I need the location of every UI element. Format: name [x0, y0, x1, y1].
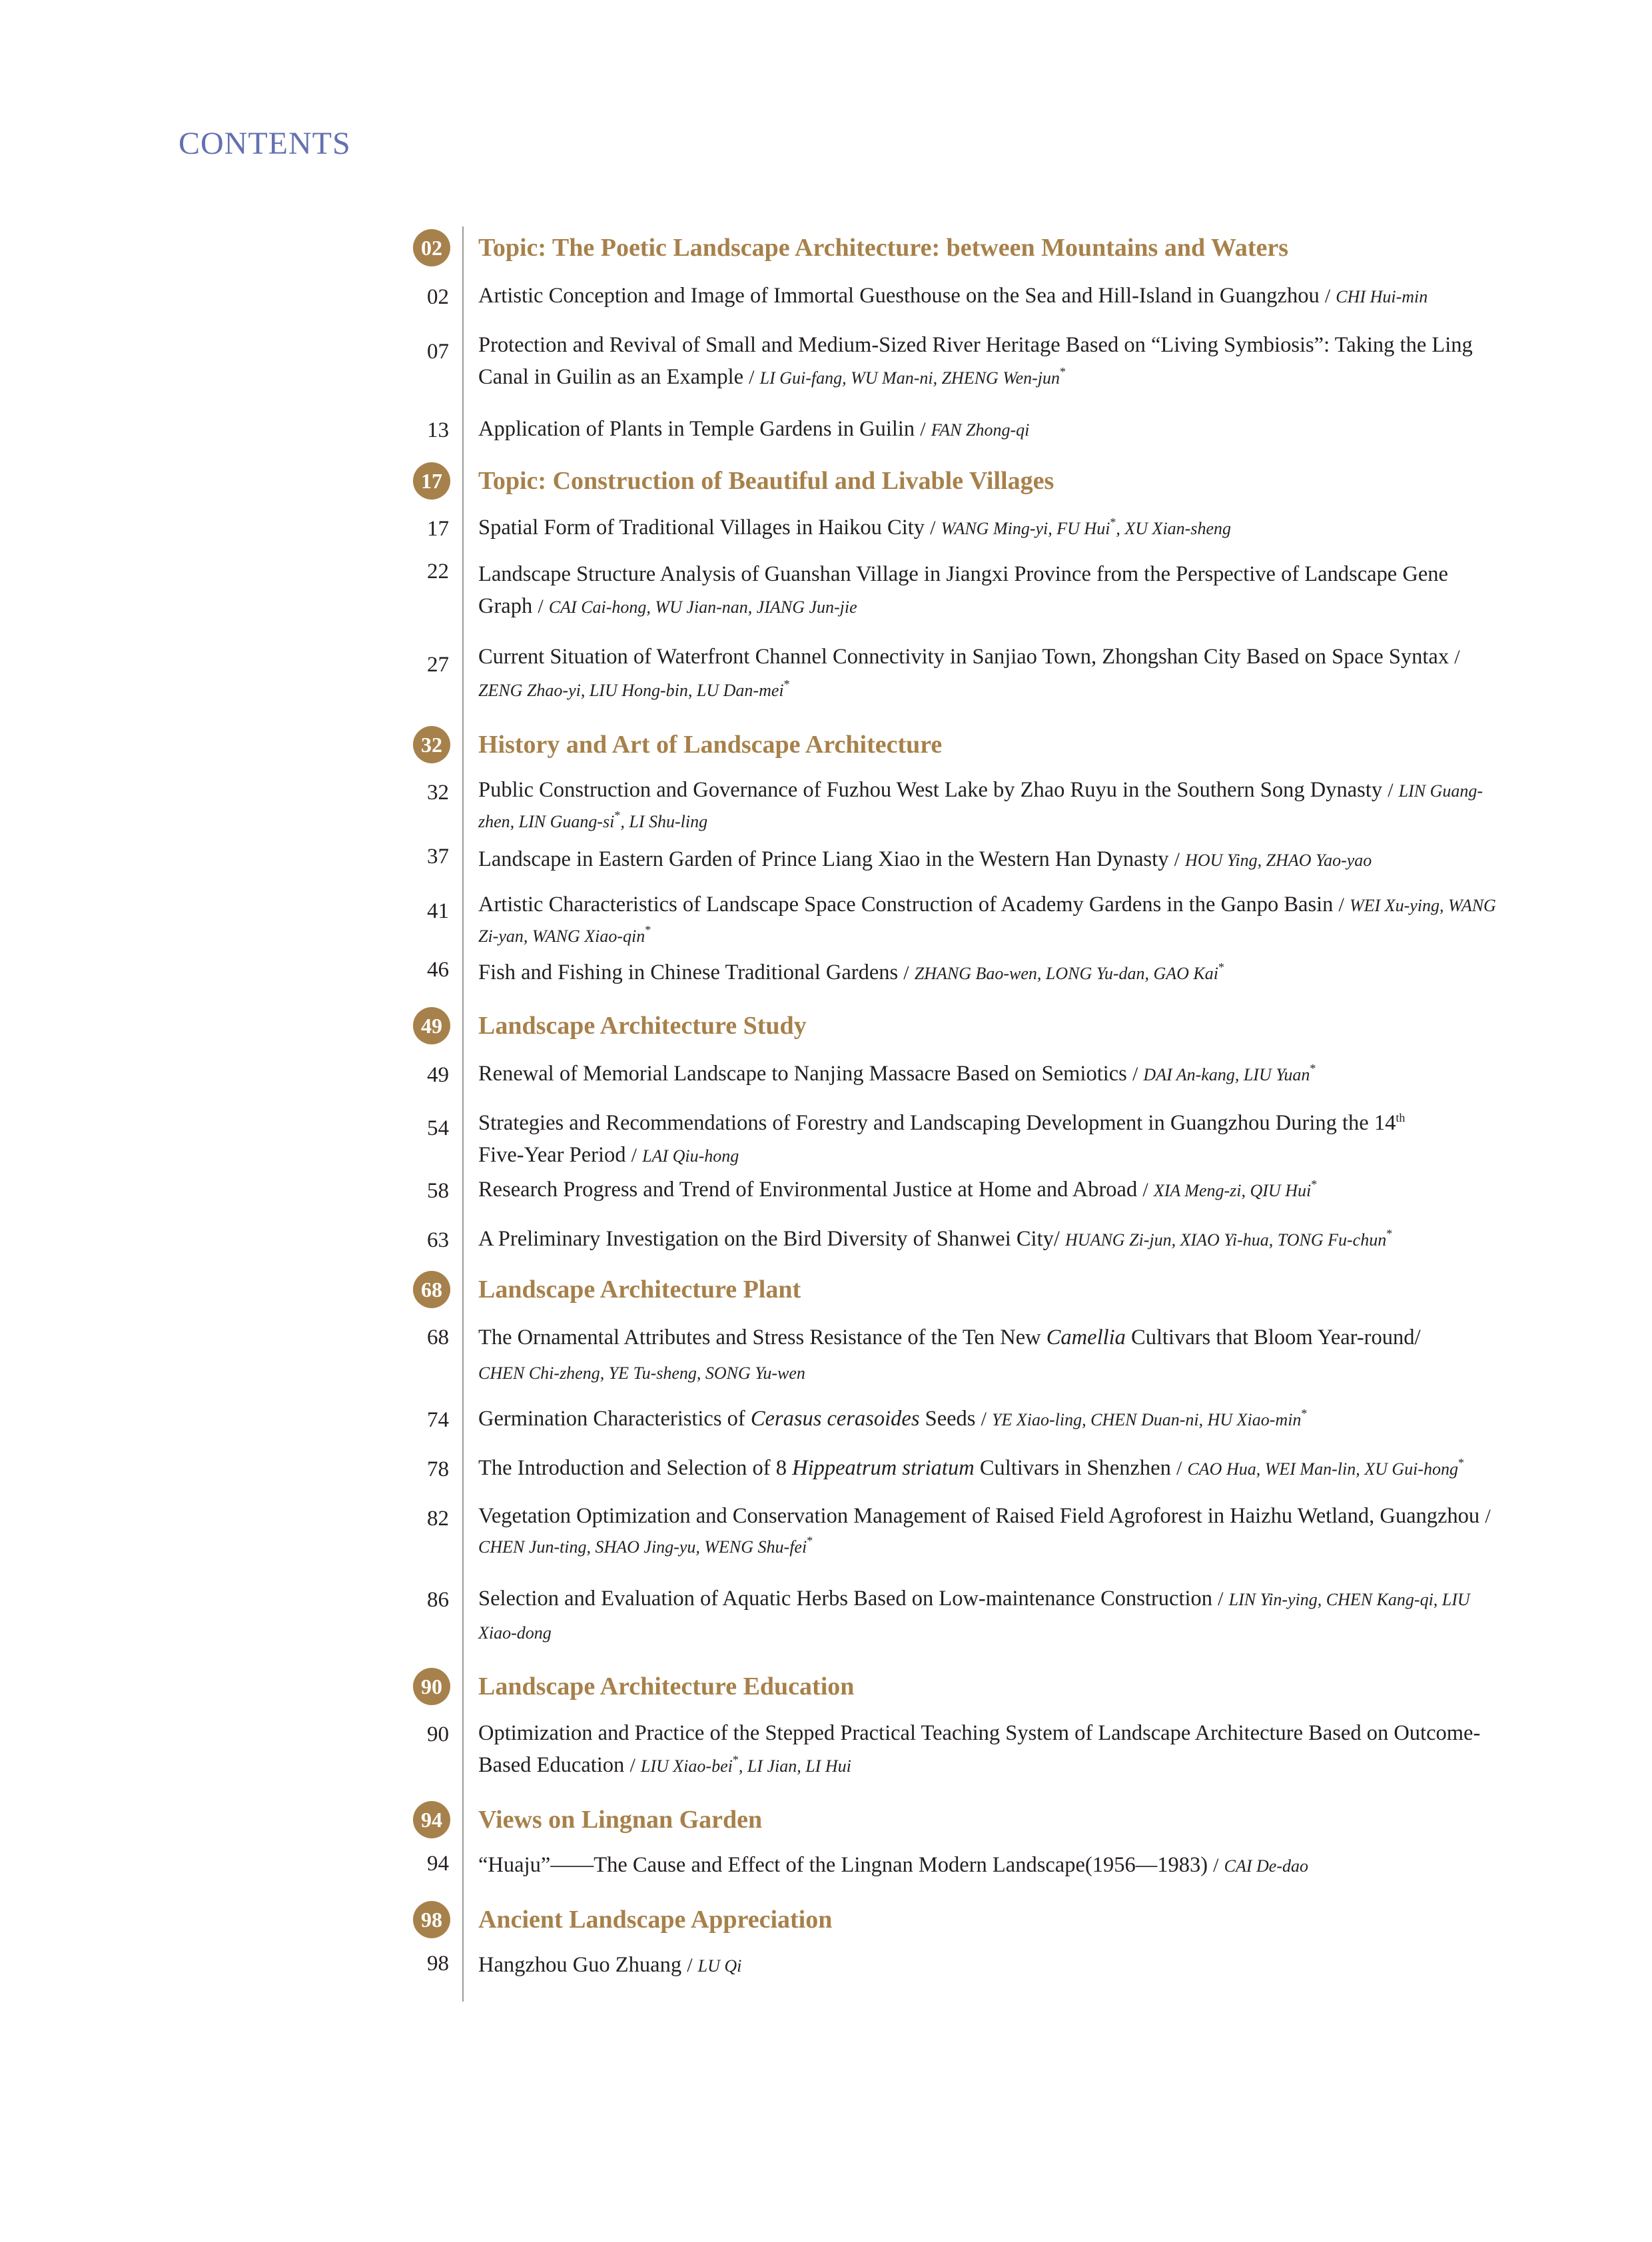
entry-authors: DAI An-kang, LIU Yuan — [1143, 1065, 1310, 1084]
entry-page-number: 02 — [427, 285, 449, 309]
section-title[interactable]: Ancient Landscape Appreciation — [478, 1906, 833, 1934]
entry-text: Fish and Fishing in Chinese Traditional Gardens / ZHANG Bao-wen, LONG Yu-dan, GAO Kai* — [478, 960, 1224, 984]
entry-page-number: 58 — [427, 1179, 449, 1203]
entry-title: Five-Year Period — [478, 1143, 626, 1167]
entry-title: Application of Plants in Temple Gardens in Guilin — [478, 417, 915, 441]
entry-title: The Ornamental Attributes and Stress Resistance of the Ten New — [478, 1325, 1046, 1349]
entry-title: Vegetation Optimization and Conservation Management of Raised Field Agroforest in Haizhu Wetland, Guangzhou — [478, 1504, 1480, 1528]
entry-page-number: 13 — [427, 418, 449, 442]
entry-page-number: 82 — [427, 1507, 449, 1531]
corresponding-author-mark: * — [1218, 960, 1224, 974]
section-title[interactable]: Topic: The Poetic Landscape Architecture: between Mountains and Waters — [478, 234, 1288, 262]
section-page-badge: 90 — [413, 1668, 450, 1705]
section-page-badge: 02 — [413, 229, 450, 266]
entry-authors: CHEN Chi-zheng, YE Tu-sheng, SONG Yu-wen — [478, 1363, 805, 1383]
entry-authors: , XU Xian-sheng — [1116, 519, 1232, 538]
corresponding-author-mark: * — [645, 923, 651, 937]
entry-text: Germination Characteristics of Cerasus cerasoides Seeds / YE Xiao-ling, CHEN Duan-ni, HU Xiao-min* — [478, 1407, 1308, 1431]
entry-page-number: 98 — [427, 1952, 449, 1976]
entry-title: Landscape Structure Analysis of Guanshan Village in Jiangxi Province from the Perspective of Landscape Gene Graph — [478, 562, 1448, 618]
corresponding-author-mark: * — [1110, 516, 1116, 530]
entry-authors: ZENG Zhao-yi, LIU Hong-bin, LU Dan-mei — [478, 681, 784, 700]
entry-title: Current Situation of Waterfront Channel Connectivity in Sanjiao Town, Zhongshan City Based on Space Syntax — [478, 645, 1449, 669]
entry-title: Artistic Characteristics of Landscape Space Construction of Academy Gardens in the Ganpo Basin — [478, 893, 1334, 917]
species-name: Camellia — [1046, 1325, 1126, 1349]
entry-page-number: 37 — [427, 845, 449, 869]
corresponding-author-mark: * — [732, 1753, 739, 1767]
entry-text: Hangzhou Guo Zhuang / LU Qi — [478, 1953, 742, 1977]
entry-text: Artistic Characteristics of Landscape Space Construction of Academy Gardens in the Ganpo Basin / WEI Xu-ying, WANG Zi-yan, WANG Xiao-qin* — [478, 893, 1496, 946]
entry-text: Selection and Evaluation of Aquatic Herbs Based on Low-maintenance Construction / LIN Yin-ying, CHEN Kang-qi, LIU Xiao-dong — [478, 1587, 1470, 1643]
entry-authors: HUANG Zi-jun, XIAO Yi-hua, TONG Fu-chun — [1065, 1230, 1387, 1250]
entry-page-number: 86 — [427, 1588, 449, 1612]
entry-page-number: 07 — [427, 340, 449, 364]
entry-page-number: 63 — [427, 1228, 449, 1252]
corresponding-author-mark: * — [1311, 1178, 1318, 1192]
entry-title: The Introduction and Selection of 8 — [478, 1456, 793, 1480]
corresponding-author-mark: * — [1386, 1227, 1393, 1241]
entry-text — [478, 1320, 1504, 1391]
section-page-badge: 94 — [413, 1801, 450, 1838]
entry-text: Landscape in Eastern Garden of Prince Liang Xiao in the Western Han Dynasty / HOU Ying, ZHAO Yao-yao — [478, 847, 1372, 871]
entry-page-number: 22 — [427, 560, 449, 583]
section-title[interactable]: Landscape Architecture Study — [478, 1012, 807, 1040]
entry-title: Cultivars in Shenzhen — [974, 1456, 1171, 1480]
species-name: Hippeatrum striatum — [792, 1456, 975, 1480]
corresponding-author-mark: * — [1458, 1456, 1465, 1470]
entry-text: Optimization and Practice of the Stepped Practical Teaching System of Landscape Architecture Based on Outcome-Based Education / LIU Xiao-bei*, LI Jian, LI Hui — [478, 1721, 1481, 1777]
entry-title: Fish and Fishing in Chinese Traditional Gardens — [478, 960, 899, 984]
entry-text: Vegetation Optimization and Conservation Management of Raised Field Agroforest in Haizhu Wetland, Guangzhou / CHEN Jun-ting, SHAO Jing-yu, WENG Shu-fei* — [478, 1504, 1491, 1557]
entry-title: Germination Characteristics of — [478, 1407, 751, 1431]
entry-page-number: 17 — [427, 517, 449, 541]
entry-authors: LIN Yin-ying, CHEN Kang-qi, LIU Xiao-dong — [478, 1590, 1470, 1643]
entry-title: Renewal of Memorial Landscape to Nanjing Massacre Based on Semiotics — [478, 1062, 1127, 1086]
entry-text: Protection and Revival of Small and Medium-Sized River Heritage Based on “Living Symbiosis”: Taking the Ling Canal in Guilin as an Example / LI Gui-fang, WU Man-ni, ZHENG Wen-jun* — [478, 333, 1473, 389]
section-page-badge: 17 — [413, 462, 450, 500]
entry-authors: LAI Qiu-hong — [642, 1146, 739, 1166]
entry-page-number: 27 — [427, 653, 449, 677]
entry-text: Artistic Conception and Image of Immortal Guesthouse on the Sea and Hill-Island in Guangzhou / CHI Hui-min — [478, 284, 1428, 308]
entry-page-number: 74 — [427, 1408, 449, 1432]
entry-title: Selection and Evaluation of Aquatic Herbs Based on Low-maintenance Construction — [478, 1587, 1213, 1611]
ordinal-suffix: th — [1396, 1111, 1406, 1125]
entry-authors: WANG Ming-yi, FU Hui — [941, 519, 1110, 538]
entry-title: “Huaju”——The Cause and Effect of the Lingnan Modern Landscape(1956—1983) — [478, 1853, 1208, 1877]
section-page-badge: 49 — [413, 1007, 450, 1044]
corresponding-author-mark: * — [614, 809, 621, 823]
section-title[interactable]: Landscape Architecture Plant — [478, 1276, 801, 1304]
entry-title: Landscape in Eastern Garden of Prince Liang Xiao in the Western Han Dynasty — [478, 847, 1169, 871]
entry-authors: FAN Zhong-qi — [931, 420, 1030, 440]
entry-title: Research Progress and Trend of Environmental Justice at Home and Abroad — [478, 1178, 1138, 1202]
entry-title: Optimization and Practice of the Stepped Practical Teaching System of Landscape Architecture Based on Outcome-Based Education — [478, 1721, 1481, 1777]
entry-authors: CAI De-dao — [1224, 1856, 1308, 1876]
entry-page-number: 41 — [427, 899, 449, 923]
entry-page-number: 68 — [427, 1325, 449, 1349]
corresponding-author-mark: * — [1310, 1062, 1316, 1076]
entry-title: Hangzhou Guo Zhuang — [478, 1953, 682, 1977]
entry-title: Cultivars that Bloom Year-round/ — [1125, 1325, 1421, 1349]
entry-text: Spatial Form of Traditional Villages in Haikou City / WANG Ming-yi, FU Hui*, XU Xian-sheng — [478, 516, 1232, 540]
entry-title: Seeds — [919, 1407, 976, 1431]
entry-title: Public Construction and Governance of Fuzhou West Lake by Zhao Ruyu in the Southern Song Dynasty — [478, 778, 1383, 802]
entry-authors: CHI Hui-min — [1336, 287, 1428, 306]
entry-page-number: 94 — [427, 1852, 449, 1876]
entry-authors: , LI Shu-ling — [620, 812, 708, 831]
section-title[interactable]: Topic: Construction of Beautiful and Livable Villages — [478, 467, 1054, 495]
corresponding-author-mark: * — [783, 677, 790, 691]
entry-authors: YE Xiao-ling, CHEN Duan-ni, HU Xiao-min — [992, 1410, 1302, 1429]
entry-authors: WEI Xu-ying, WANG Zi-yan, WANG Xiao-qin — [478, 896, 1496, 946]
entry-text: Application of Plants in Temple Gardens in Guilin / FAN Zhong-qi — [478, 417, 1030, 441]
section-page-badge: 98 — [413, 1901, 450, 1938]
entry-authors: HOU Ying, ZHAO Yao-yao — [1185, 851, 1372, 870]
entry-page-number: 46 — [427, 958, 449, 982]
corresponding-author-mark: * — [1301, 1407, 1308, 1421]
entry-page-number: 90 — [427, 1722, 449, 1746]
entry-text: Research Progress and Trend of Environmental Justice at Home and Abroad / XIA Meng-zi, QIU Hui* — [478, 1178, 1318, 1202]
entry-authors: LU Qi — [697, 1956, 742, 1976]
entry-authors: CHEN Jun-ting, SHAO Jing-yu, WENG Shu-fei — [478, 1537, 807, 1557]
entry-title: Strategies and Recommendations of Forestry and Landscaping Development in Guangzhou During the 14 — [478, 1111, 1396, 1135]
entry-authors: ZHANG Bao-wen, LONG Yu-dan, GAO Kai — [914, 964, 1218, 983]
entry-text: The Introduction and Selection of 8 Hippeatrum striatum Cultivars in Shenzhen / CAO Hua, WEI Man-lin, XU Gui-hong* — [478, 1456, 1465, 1480]
species-name: Cerasus cerasoides — [750, 1407, 920, 1431]
entry-text: Strategies and Recommendations of Forestry and Landscaping Development in Guangzhou During the 14th Five-Year Period / LAI Qiu-hong — [478, 1111, 1406, 1167]
entry-authors: CAI Cai-hong, WU Jian-nan, JIANG Jun-jie — [548, 597, 857, 617]
entry-text: Public Construction and Governance of Fuzhou West Lake by Zhao Ruyu in the Southern Song Dynasty / LIN Guang-zhen, LIN Guang-si*, LI Shu-ling — [478, 778, 1483, 831]
entry-text: Current Situation of Waterfront Channel Connectivity in Sanjiao Town, Zhongshan City Based on Space Syntax / ZENG Zhao-yi, LIU Hong-bin, LU Dan-mei* — [478, 645, 1460, 700]
corresponding-author-mark: * — [1060, 365, 1066, 379]
entry-title: A Preliminary Investigation on the Bird Diversity of Shanwei City/ — [478, 1227, 1060, 1251]
section-title[interactable]: History and Art of Landscape Architecture — [478, 731, 943, 759]
entry-authors: CAO Hua, WEI Man-lin, XU Gui-hong — [1187, 1459, 1459, 1479]
section-title[interactable]: Views on Lingnan Garden — [478, 1806, 763, 1834]
entry-authors: LIN Guang-zhen, LIN Guang-si — [478, 781, 1483, 831]
corresponding-author-mark: * — [807, 1534, 813, 1548]
entry-authors: , LI Jian, LI Hui — [738, 1756, 851, 1776]
entry-authors: LIU Xiao-bei — [640, 1756, 733, 1776]
entry-text: Renewal of Memorial Landscape to Nanjing Massacre Based on Semiotics / DAI An-kang, LIU Yuan* — [478, 1062, 1316, 1086]
entry-title: Protection and Revival of Small and Medium-Sized River Heritage Based on “Living Symbiosis”: Taking the Ling Canal in Guilin as an Example — [478, 333, 1473, 389]
entry-text — [478, 1223, 1504, 1256]
entry-page-number: 54 — [427, 1116, 449, 1140]
entry-page-number: 49 — [427, 1063, 449, 1087]
section-page-badge: 68 — [413, 1271, 450, 1308]
entry-title: Spatial Form of Traditional Villages in Haikou City — [478, 516, 925, 540]
section-page-badge: 32 — [413, 726, 450, 763]
section-title[interactable]: Landscape Architecture Education — [478, 1673, 855, 1700]
entry-text: Landscape Structure Analysis of Guanshan Village in Jiangxi Province from the Perspective of Landscape Gene Graph / CAI Cai-hong, WU Jian-nan, JIANG Jun-jie — [478, 562, 1448, 618]
entry-page-number: 32 — [427, 781, 449, 805]
entry-page-number: 78 — [427, 1457, 449, 1481]
entry-authors: LI Gui-fang, WU Man-ni, ZHENG Wen-jun — [759, 368, 1060, 388]
entry-text: “Huaju”——The Cause and Effect of the Lingnan Modern Landscape(1956—1983) / CAI De-dao — [478, 1853, 1308, 1877]
entry-title: Artistic Conception and Image of Immortal Guesthouse on the Sea and Hill-Island in Guangzhou — [478, 284, 1320, 308]
contents-heading: CONTENTS — [179, 126, 351, 161]
entry-authors: XIA Meng-zi, QIU Hui — [1153, 1181, 1312, 1200]
